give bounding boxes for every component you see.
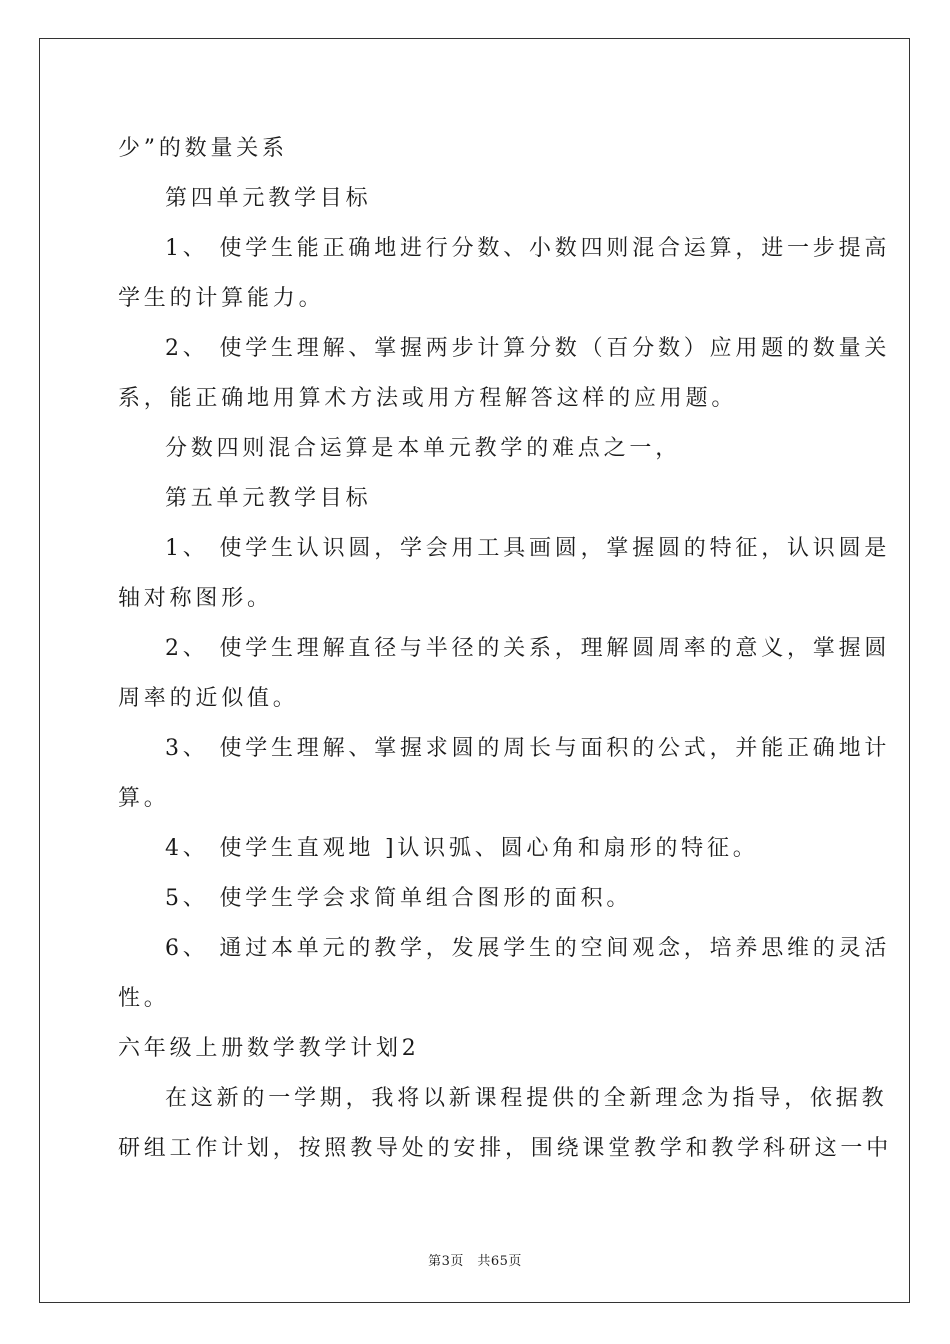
text-line: 5、 使学生学会求简单组合图形的面积。 bbox=[165, 886, 633, 911]
section-heading: 第四单元教学目标 bbox=[165, 186, 372, 211]
text-line: 2、 使学生理解、掌握两步计算分数（百分数）应用题的数量关 bbox=[165, 336, 891, 361]
text-line: 1、 使学生认识圆，学会用工具画圆，掌握圆的特征，认识圆是 bbox=[165, 536, 891, 561]
text-line: 4、 使学生直观地 ]认识弧、圆心角和扇形的特征。 bbox=[165, 836, 759, 861]
document-title: 六年级上册数学教学计划2 bbox=[118, 1036, 420, 1061]
text-line: 学生的计算能力。 bbox=[118, 286, 325, 311]
text-line: 周率的近似值。 bbox=[118, 686, 299, 711]
text-line: 研组工作计划，按照教导处的安排，围绕课堂教学和教学科研这一中 bbox=[118, 1136, 893, 1161]
text-line: 性。 bbox=[118, 986, 170, 1011]
text-line: 3、 使学生理解、掌握求圆的周长与面积的公式，并能正确地计 bbox=[165, 736, 891, 761]
text-line: 2、 使学生理解直径与半径的关系，理解圆周率的意义，掌握圆 bbox=[165, 636, 891, 661]
text-line: 少”的数量关系 bbox=[118, 136, 288, 161]
text-line: 6、 通过本单元的教学，发展学生的空间观念，培养思维的灵活 bbox=[165, 936, 891, 961]
text-line: 轴对称图形。 bbox=[118, 586, 273, 611]
text-line: 算。 bbox=[118, 786, 170, 811]
text-line: 系，能正确地用算术方法或用方程解答这样的应用题。 bbox=[118, 386, 738, 411]
page-number-footer: 第3页 共65页 bbox=[428, 1254, 522, 1269]
section-heading: 第五单元教学目标 bbox=[165, 486, 372, 511]
text-line: 1、 使学生能正确地进行分数、小数四则混合运算，进一步提高 bbox=[165, 236, 891, 261]
text-line: 分数四则混合运算是本单元教学的难点之一， bbox=[165, 436, 682, 461]
text-line: 在这新的一学期，我将以新课程提供的全新理念为指导，依据教 bbox=[165, 1086, 888, 1111]
